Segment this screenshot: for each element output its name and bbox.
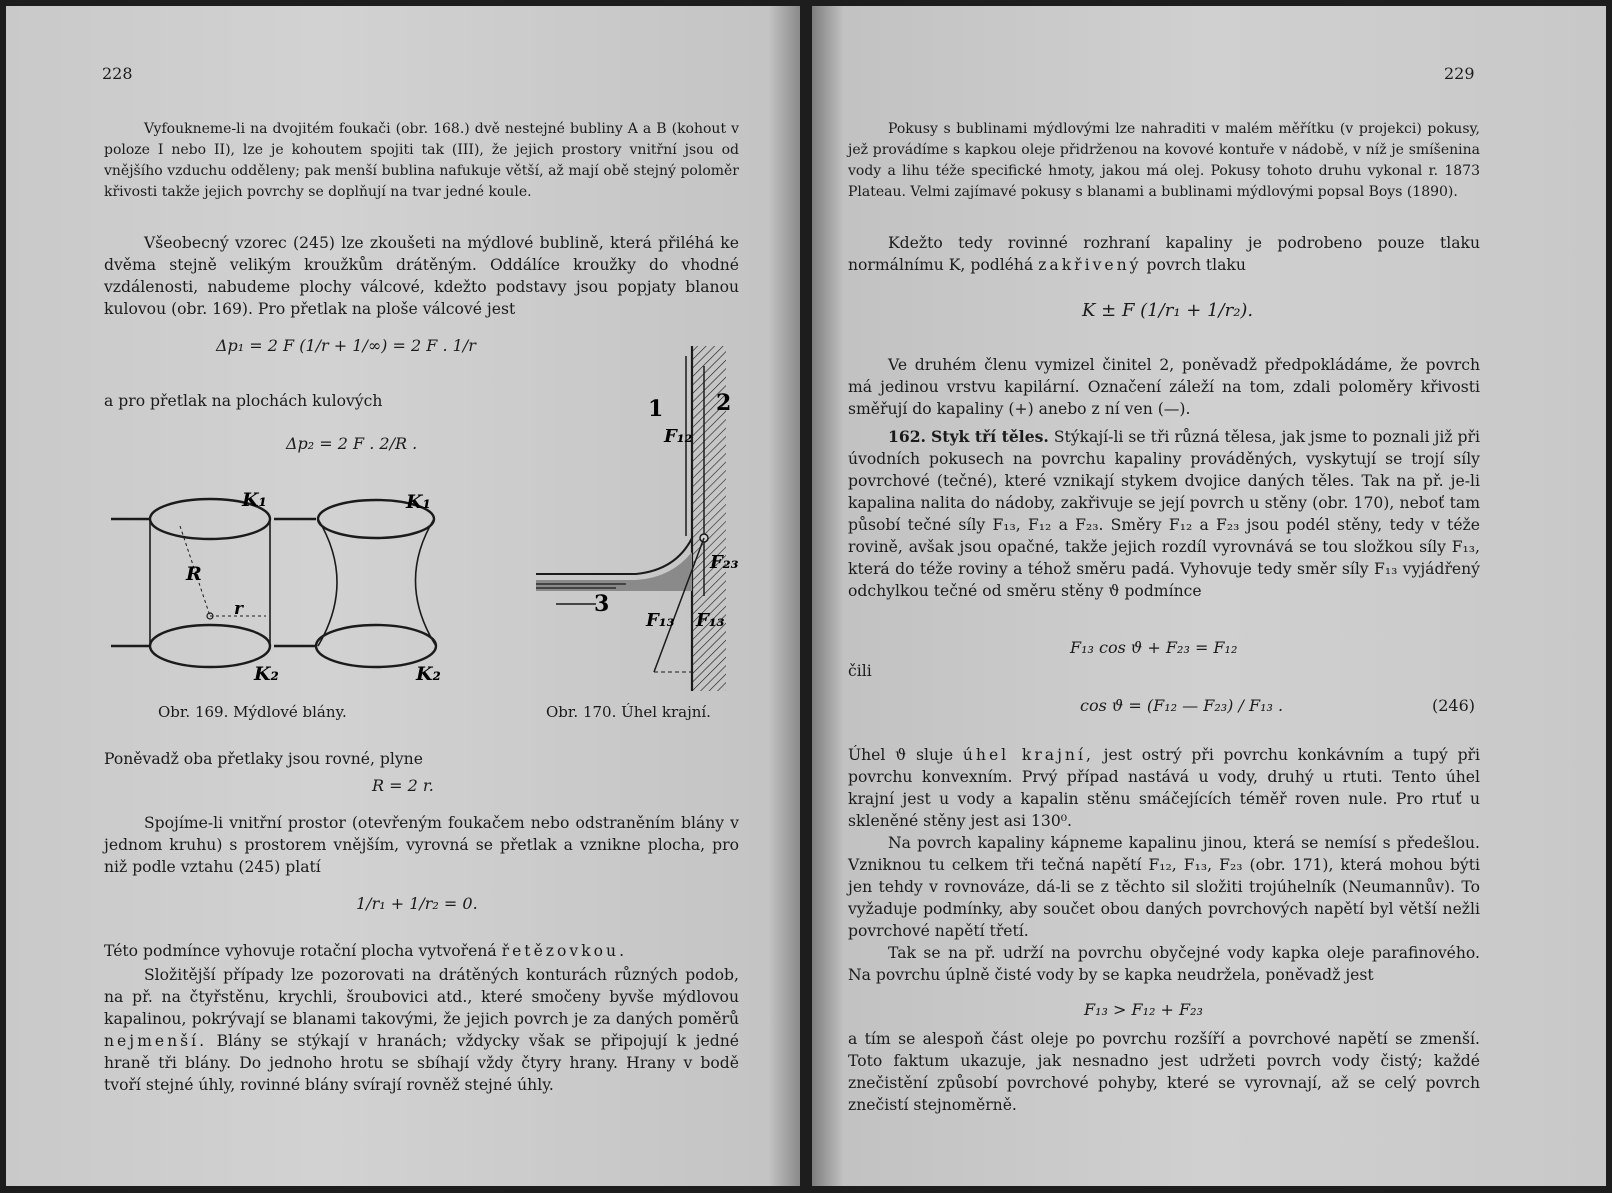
fig-label: F₁₂ bbox=[664, 426, 693, 447]
spaced-term: řetězovkou. bbox=[501, 942, 628, 960]
fig-label: K₂ bbox=[416, 663, 441, 685]
fig-label: 2 bbox=[716, 390, 732, 416]
figure-169 bbox=[106, 486, 466, 696]
paragraph bbox=[848, 832, 1480, 942]
paragraph bbox=[848, 942, 1480, 986]
paragraph-text: povrch tlaku bbox=[1141, 256, 1246, 274]
paragraph bbox=[848, 1028, 1480, 1116]
fig-label: r bbox=[234, 599, 243, 619]
figure-caption: Obr. 170. Úhel krajní. bbox=[546, 703, 711, 721]
equation: F₁₃ > F₁₂ + F₂₃ bbox=[1084, 1000, 1203, 1019]
paragraph-text: Úhel ϑ sluje bbox=[848, 746, 963, 764]
paragraph bbox=[848, 232, 1480, 276]
paragraph-text: a pro přetlak na plochách kulových bbox=[104, 392, 383, 410]
equation: K ± F (1/r₁ + 1/r₂). bbox=[1082, 300, 1254, 321]
paragraph-text: Všeobecný vzorec (245) lze zkoušeti na mýdlové bublině, která přiléhá ke dvěma stejně velikým kroužkům drátěným. Oddálíce kroužky do vhodné vzdálenosti, nabudeme plochy válcové, kdežto podstavy jsou popjaty blanou kulovou (obr. 169). Pro přetlak na ploše válcové jest bbox=[104, 234, 739, 318]
spaced-term: úhel krajní, bbox=[962, 746, 1094, 764]
page-number: 229 bbox=[1444, 64, 1475, 83]
section-title: Styk tří těles. bbox=[931, 427, 1049, 446]
paragraph bbox=[848, 354, 1480, 420]
paragraph bbox=[848, 744, 1480, 832]
paragraph-text: Poněvadž oba přetlaky jsou rovné, plyne bbox=[104, 750, 423, 768]
paragraph bbox=[104, 390, 504, 412]
page-number: 228 bbox=[102, 64, 133, 83]
equation: 1/r₁ + 1/r₂ = 0. bbox=[356, 894, 478, 913]
spaced-term: zakřivený bbox=[1038, 256, 1142, 274]
paragraph-text: Tak se na př. udrží na povrchu obyčejné vody kapka oleje parafinového. Na povrchu úplně čisté vody by se kapka neudržela, poněvadž jest bbox=[848, 944, 1480, 984]
paragraph-text: Složitější případy lze pozorovati na drátěných konturách různých podob, na př. na čtyřstěnu, krychli, šroubovici atd., které smočeny byvše mýdlovou kapalinou, pokrývají se blanami takovými, že jejich povrch je za daných poměrů bbox=[104, 966, 739, 1028]
equation: Δp₁ = 2 F (1/r + 1/∞) = 2 F . 1/r bbox=[216, 336, 476, 355]
equation: Δp₂ = 2 F . 2/R . bbox=[286, 434, 418, 453]
equation: cos ϑ = (F₁₂ — F₂₃) / F₁₃ . bbox=[1080, 696, 1284, 715]
paragraph-text: jest ostrý při povrchu konkávním a tupý při povrchu konvexním. Prvý případ nastává u vody, druhý u rtuti. Tento úhel krajní jest u vody a kapalin stěnu smáčejících téměř roven nule. Pro rtuť u skleněné stěny jest asi 130⁰. bbox=[848, 746, 1481, 830]
fig-label: 1 bbox=[648, 396, 664, 422]
fig-label: K₂ bbox=[254, 663, 279, 685]
section-number: 162. bbox=[888, 427, 926, 446]
paragraph-text: Stýkají-li se tři různá tělesa, jak jsme to poznali již při úvodních pokusech na povrchu kapaliny prováděných, vyskytují se trojí síly povrchové (tečné), které vznikají stykem dvojice daných těles. Tak na př. je-li kapalina nalita do nádoby, zakřivuje se její povrch u stěny (obr. 170), neboť tam působí tečné síly F₁₃, F₁₂ a F₂₃. Směry F₁₂ a F₂₃ jsou podél stěny, tedy v téže rovině, avšak jsou opačné, takže jejich rozdíl vyrovnává se tou složkou síly F₁₃, která do téže roviny a téhož směru padá. Vyhovuje tedy směr síly F₁₃ vyjádřený odchylkou tečné od směru stěny ϑ podmínce bbox=[848, 428, 1480, 600]
paragraph bbox=[104, 812, 739, 878]
paragraph bbox=[104, 748, 604, 770]
paragraph-text: a tím se alespoň část oleje po povrchu rozšíří a povrchové napětí se zmenší. Toto faktum ukazuje, jak nesnadno jest udržeti povrch vody čistý; každé znečistění způsobí povrchové pohyby, které se vyrovnají, až se celý povrch znečistí stejnoměrně. bbox=[848, 1030, 1480, 1114]
fig-label: F₁₃ bbox=[646, 610, 675, 631]
fig-label: K₁ bbox=[242, 489, 267, 511]
equation: R = 2 r. bbox=[372, 776, 434, 795]
paragraph-text: Spojíme-li vnitřní prostor (otevřeným foukačem nebo odstraněním blány v jednom kruhu) s prostorem vnějším, vyrovná se přetlak a vznikne plocha, pro niž podle vztahu (245) platí bbox=[104, 814, 739, 876]
paragraph-text: Této podmínce vyhovuje rotační plocha vytvořená bbox=[104, 942, 502, 960]
fig-label: 3 bbox=[594, 591, 610, 617]
fig-label: F₂₃ bbox=[710, 552, 739, 573]
paragraph-text: Vyfoukneme-li na dvojitém foukači (obr. 168.) dvě nestejné bubliny A a B (kohout v poloze I nebo II), lze je kohoutem spojiti tak (III), že jejich prostory vnitřní jsou od vnějšího vzduchu odděleny; pak menší bublina nafukuje větší, až mají obě stejný poloměr křivosti takže jejich povrchy se doplňují na tvar jedné koule. bbox=[104, 121, 739, 200]
fig-label: F₁₃ bbox=[696, 610, 725, 631]
paragraph bbox=[848, 660, 908, 682]
paragraph bbox=[104, 964, 739, 1096]
equation: F₁₃ cos ϑ + F₂₃ = F₁₂ bbox=[1070, 638, 1238, 657]
fig-label: K₁ bbox=[406, 491, 431, 513]
paragraph-text: čili bbox=[848, 662, 872, 680]
right-page bbox=[812, 6, 1606, 1186]
paragraph bbox=[848, 119, 1480, 203]
paragraph-text: Blány se stýkají v hranách; vždycky však se připojují k jedné hraně tři blány. Do jednoho hrotu se sbíhají vždy čtyry hrany. Hrany v bodě tvoří stejné úhly, rovinné blány svírají rovněž stejné úhly. bbox=[104, 1032, 739, 1094]
figure-caption: Obr. 169. Mýdlové blány. bbox=[158, 703, 347, 721]
paragraph-text: Pokusy s bublinami mýdlovými lze nahraditi v malém měřítku (v projekci) pokusy, jež provádíme s kapkou oleje přidrženou na kovové kontuře v nádobě, v níž je smíšenina vody a lihu téže specifické hmoty, jakou má olej. Pokusy tohoto druhu vykonal r. 1873 Plateau. Velmi zajímavé pokusy s blanami a bublinami mýdlovými popsal Boys (1890). bbox=[848, 121, 1480, 200]
paragraph bbox=[104, 119, 739, 203]
paragraph bbox=[104, 232, 739, 320]
paragraph-text: Kdežto tedy rovinné rozhraní kapaliny je podrobeno pouze tlaku normálnímu K, podléhá bbox=[848, 234, 1480, 274]
equation-number: (246) bbox=[1432, 696, 1476, 715]
spaced-term: nejmenší. bbox=[104, 1032, 208, 1050]
left-page bbox=[6, 6, 800, 1186]
paragraph-text: Na povrch kapaliny kápneme kapalinu jinou, která se nemísí s předešlou. Vzniknou tu celkem tři tečná napětí F₁₂, F₁₃, F₂₃ (obr. 171), která mohou býti jen tehdy v rovnováze, dá-li se z těchto sil složiti trojúhelník (Neumannův). To vyžaduje podmínky, aby součet obou daných povrchových napětí byl větší nežli povrchové napětí třetí. bbox=[848, 834, 1480, 940]
figure-170 bbox=[536, 346, 776, 696]
paragraph-text: Ve druhém členu vymizel činitel 2, poněvadž předpokládáme, že povrch má jedinou vrstvu kapilární. Označení záleží na tom, zdali poloměry křivosti směřují do kapaliny (+) anebo z ní ven (—). bbox=[848, 356, 1480, 418]
fig-label: R bbox=[186, 563, 202, 585]
paragraph bbox=[104, 940, 739, 962]
section-162 bbox=[848, 426, 1480, 602]
